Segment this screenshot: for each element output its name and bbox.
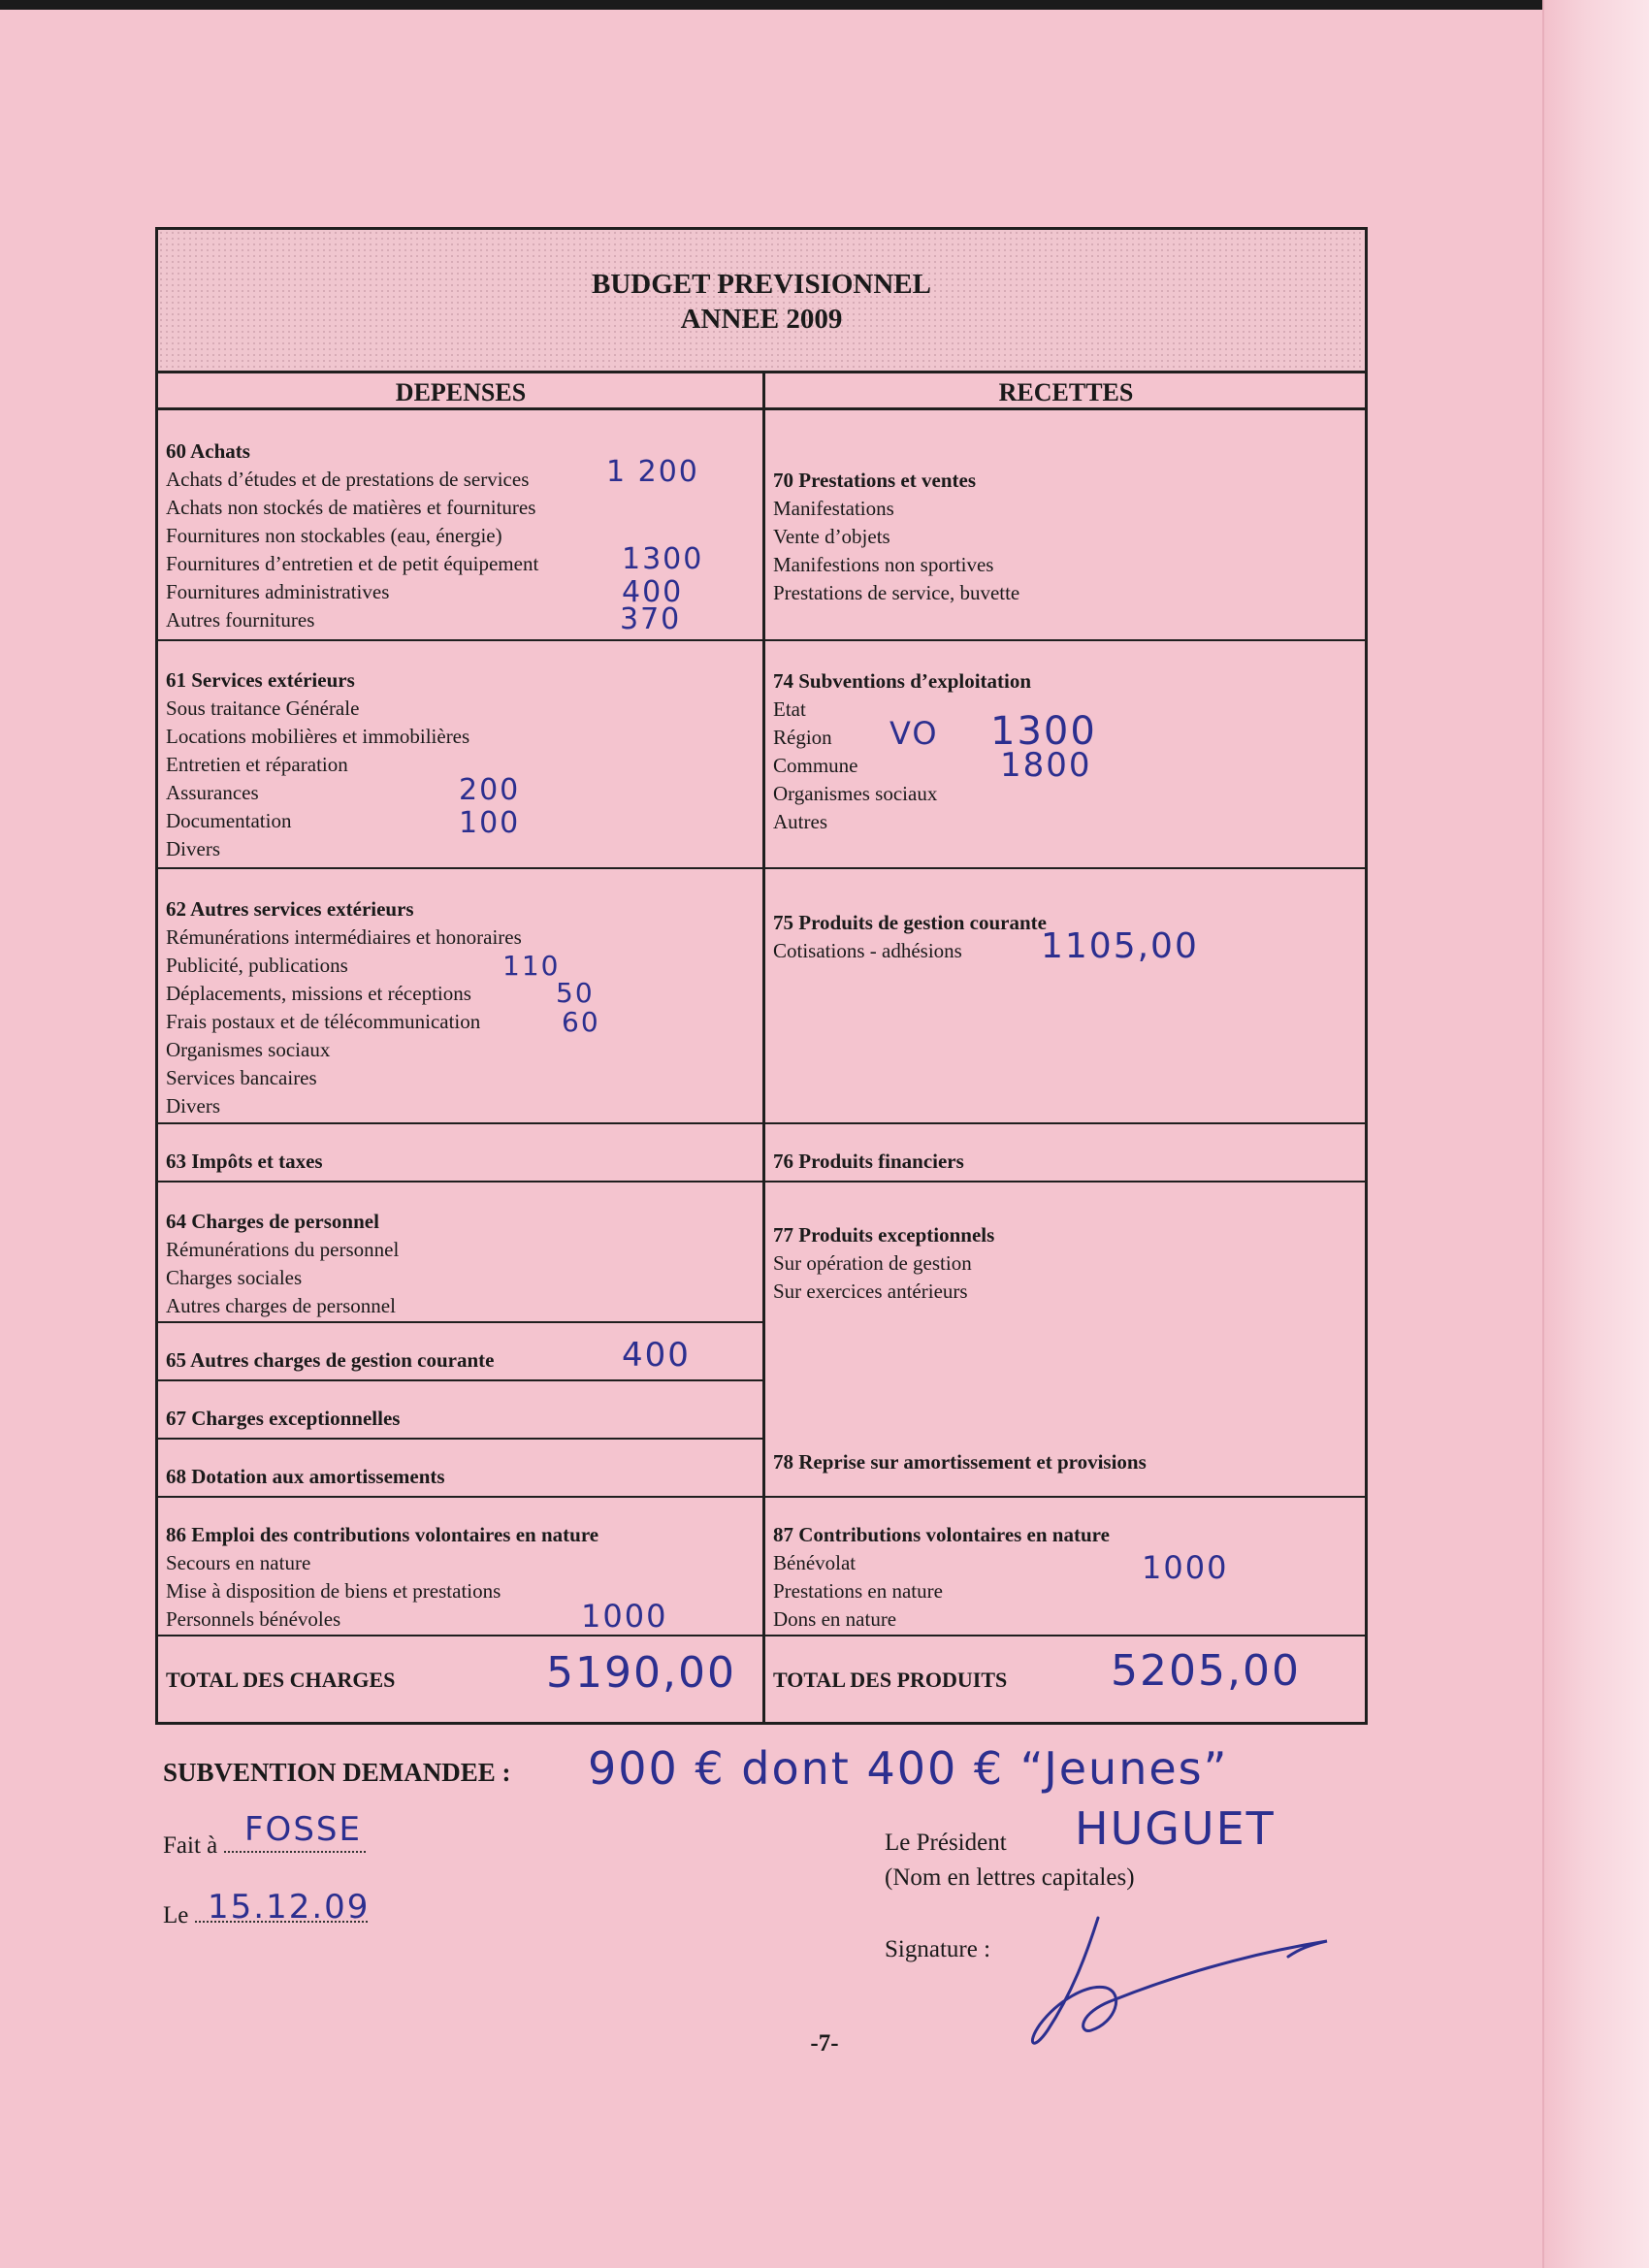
- line-item: Charges sociales: [166, 1266, 303, 1289]
- line-item: Organismes sociaux: [773, 782, 938, 805]
- hw-amount: 1800: [1000, 746, 1092, 785]
- divider: [158, 639, 763, 641]
- total-charges-label: TOTAL DES CHARGES: [166, 1668, 396, 1692]
- section-70-prestations: [773, 467, 1019, 607]
- section-78-reprise: [773, 1448, 1147, 1476]
- divider: [158, 867, 763, 869]
- depenses-header: DEPENSES: [158, 375, 763, 410]
- line-item: Organismes sociaux: [166, 1038, 331, 1061]
- line-item: Achats non stockés de matières et fournitures: [166, 496, 536, 519]
- divider: [158, 1438, 763, 1440]
- section-68-dotation: [166, 1463, 445, 1491]
- section-heading: 76 Produits financiers: [773, 1150, 964, 1173]
- line-item: Achats d’études et de prestations de services: [166, 468, 530, 491]
- line-item: Fournitures non stockables (eau, énergie): [166, 524, 502, 547]
- line-item: Prestations en nature: [773, 1579, 943, 1603]
- hw-amount: 370: [620, 602, 682, 636]
- section-heading: 63 Impôts et taxes: [166, 1150, 323, 1173]
- fait-hw: FOSSE: [244, 1810, 362, 1849]
- section-heading: 78 Reprise sur amortissement et provisions: [773, 1450, 1147, 1474]
- hw-note: VO: [889, 715, 939, 752]
- line-item: Divers: [166, 1094, 220, 1118]
- line-item: Prestations de service, buvette: [773, 581, 1020, 604]
- hw-amount: 400: [622, 1336, 691, 1375]
- section-heading: 61 Services extérieurs: [166, 668, 355, 692]
- line-item: Rémunérations du personnel: [166, 1238, 400, 1261]
- line-item: Bénévolat: [773, 1551, 857, 1574]
- section-64-personnel: [166, 1208, 399, 1320]
- line-item: Personnels bénévoles: [166, 1607, 341, 1631]
- column-divider: [762, 373, 765, 1722]
- section-heading: 75 Produits de gestion courante: [773, 911, 1047, 934]
- hw-amount: 110: [502, 950, 561, 982]
- divider: [158, 1321, 763, 1323]
- line-item: Autres charges de personnel: [166, 1294, 396, 1317]
- title-band: [158, 230, 1365, 373]
- section-heading: 74 Subventions d’exploitation: [773, 669, 1032, 693]
- line-item: Etat: [773, 697, 806, 721]
- total-produits-label: TOTAL DES PRODUITS: [773, 1668, 1008, 1692]
- line-item: Rémunérations intermédiaires et honoraires: [166, 925, 522, 949]
- section-heading: 70 Prestations et ventes: [773, 469, 976, 492]
- subvention-hw: 900 € dont 400 € “Jeunes”: [588, 1742, 1229, 1795]
- page-number: -7-: [810, 2030, 839, 2057]
- section-heading: 62 Autres services extérieurs: [166, 897, 414, 921]
- divider: [765, 1122, 1367, 1124]
- nom-note: (Nom en lettres capitales): [885, 1864, 1135, 1891]
- president-hw: HUGUET: [1075, 1802, 1276, 1855]
- section-62-autres-services: [166, 895, 522, 1120]
- section-63-impots: [166, 1148, 323, 1176]
- divider: [158, 1181, 763, 1183]
- line-item: Assurances: [166, 781, 259, 804]
- total-produits-value: 5205,00: [1111, 1646, 1301, 1696]
- section-65-gestion-courante: [166, 1346, 495, 1375]
- recettes-header: RECETTES: [764, 375, 1368, 410]
- line-item: Déplacements, missions et réceptions: [166, 982, 471, 1005]
- line-item: Documentation: [166, 809, 292, 832]
- line-item: Divers: [166, 837, 220, 860]
- line-item: Sur opération de gestion: [773, 1251, 972, 1275]
- section-77-exceptionnels: [773, 1221, 994, 1306]
- hw-amount: 1000: [1142, 1549, 1229, 1586]
- line-item: Cotisations - adhésions: [773, 939, 962, 962]
- section-heading: 68 Dotation aux amortissements: [166, 1465, 445, 1488]
- line-item: Dons en nature: [773, 1607, 897, 1631]
- divider: [158, 1122, 763, 1124]
- hw-amount: 1300: [622, 542, 704, 576]
- divider: [158, 1635, 1367, 1636]
- line-item: Frais postaux et de télécommunication: [166, 1010, 481, 1033]
- scan-page-edge: [1542, 0, 1649, 2268]
- divider: [158, 1496, 1367, 1498]
- hw-amount: 1 200: [606, 455, 699, 489]
- line-item: Autres: [773, 810, 827, 833]
- line-item: Manifestions non sportives: [773, 553, 994, 576]
- total-charges-value: 5190,00: [546, 1648, 736, 1698]
- section-heading: 64 Charges de personnel: [166, 1210, 379, 1233]
- line-item: Sur exercices antérieurs: [773, 1280, 968, 1303]
- hw-amount: 1105,00: [1041, 926, 1199, 966]
- line-item: Locations mobilières et immobilières: [166, 725, 470, 748]
- line-item: Publicité, publications: [166, 954, 348, 977]
- line-item: Secours en nature: [166, 1551, 311, 1574]
- section-76-financiers: [773, 1148, 964, 1176]
- le-hw: 15.12.09: [208, 1888, 371, 1927]
- line-item: Fournitures d’entretien et de petit équipement: [166, 552, 539, 575]
- hw-amount: 400: [622, 575, 684, 609]
- line-item: Entretien et réparation: [166, 753, 348, 776]
- section-heading: 87 Contributions volontaires en nature: [773, 1523, 1110, 1546]
- section-heading: 60 Achats: [166, 439, 250, 463]
- divider: [158, 1379, 763, 1381]
- scan-top-shadow: [0, 0, 1649, 10]
- line-item: Commune: [773, 754, 858, 777]
- divider: [765, 1181, 1367, 1183]
- hw-amount: 50: [556, 977, 595, 1009]
- line-item: Fournitures administratives: [166, 580, 390, 603]
- hw-amount: 60: [562, 1006, 600, 1038]
- section-heading: 67 Charges exceptionnelles: [166, 1407, 401, 1430]
- budget-year: ANNEE 2009: [680, 304, 843, 335]
- line-item: Mise à disposition de biens et prestations: [166, 1579, 501, 1603]
- divider: [765, 639, 1367, 641]
- line-item: Manifestations: [773, 497, 894, 520]
- line-item: Autres fournitures: [166, 608, 315, 632]
- signature-label: Signature :: [885, 1936, 991, 1962]
- hw-amount: 1000: [581, 1598, 668, 1635]
- fait-label: Fait à: [163, 1832, 218, 1859]
- line-item: Services bancaires: [166, 1066, 317, 1089]
- le-label: Le: [163, 1902, 189, 1928]
- line-item: Vente d’objets: [773, 525, 890, 548]
- section-heading: 77 Produits exceptionnels: [773, 1223, 995, 1247]
- divider: [765, 867, 1367, 869]
- line-item: Région: [773, 726, 832, 749]
- hw-amount: 200: [459, 773, 521, 807]
- page-edge-line: [1542, 0, 1544, 2268]
- hw-amount: 100: [459, 806, 521, 840]
- section-heading: 86 Emploi des contributions volontaires en nature: [166, 1523, 599, 1546]
- section-61-services: [166, 666, 469, 863]
- hw-amount: 1300: [990, 709, 1097, 754]
- subvention-label: SUBVENTION DEMANDEE :: [163, 1758, 511, 1787]
- section-75-gestion-courante: [773, 909, 1047, 965]
- section-60-achats: [166, 437, 538, 634]
- line-item: Sous traitance Générale: [166, 697, 360, 720]
- budget-title: BUDGET PREVISIONNEL: [592, 269, 931, 300]
- section-87-contributions: [773, 1521, 1110, 1634]
- budget-table: [155, 227, 1368, 1725]
- section-heading: 65 Autres charges de gestion courante: [166, 1348, 495, 1372]
- section-86-emploi-contributions: [166, 1521, 598, 1634]
- section-67-charges-exceptionnelles: [166, 1405, 400, 1433]
- president-label: Le Président: [885, 1830, 1007, 1856]
